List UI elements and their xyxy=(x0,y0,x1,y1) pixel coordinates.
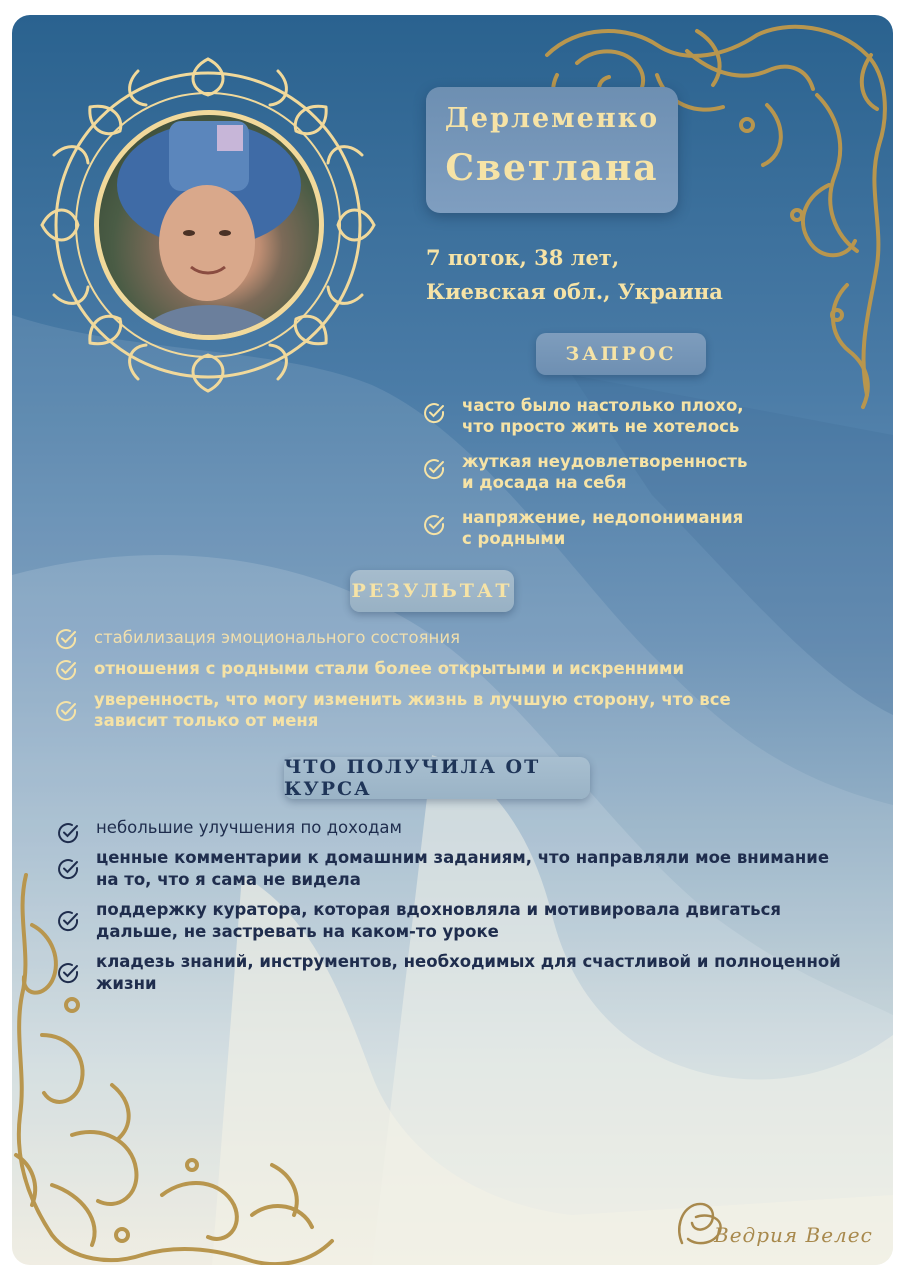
request-list xyxy=(422,395,842,563)
portrait-photo xyxy=(94,110,324,340)
name-plaque xyxy=(426,87,678,213)
list-item xyxy=(56,899,856,943)
list-item xyxy=(56,847,856,891)
result-item-1: стабилизация эмоционального состояния xyxy=(94,628,460,647)
result-item-2: отношения с родными стали более открытыми и искренними xyxy=(94,659,685,678)
check-circle-icon xyxy=(56,909,80,933)
info-location: Киевская обл., Украина xyxy=(426,279,723,304)
got-item-2: ценные комментарии к домашним заданиям, что направляли мое внимание на то, что я сама не видела xyxy=(96,848,830,889)
request-item-1: часто было настолько плохо, что просто жить не хотелось xyxy=(462,396,744,436)
check-circle-icon xyxy=(422,401,446,425)
check-circle-icon xyxy=(56,961,80,985)
result-item-3: уверенность, что могу изменить жизнь в лучшую сторону, что все зависит только от меня xyxy=(94,690,731,730)
check-circle-icon xyxy=(56,857,80,881)
got-list xyxy=(56,817,856,1003)
list-item xyxy=(54,658,814,679)
check-circle-icon xyxy=(422,513,446,537)
list-item xyxy=(56,817,856,839)
list-item xyxy=(54,689,814,731)
request-item-3: напряжение, недопонимания с родными xyxy=(462,508,744,548)
check-circle-icon xyxy=(54,658,78,682)
brand-name: Ведрия Велес xyxy=(714,1223,873,1247)
section-title-got: ЧТО ПОЛУЧИЛА ОТ КУРСА xyxy=(284,757,590,799)
list-item xyxy=(56,951,856,995)
list-item xyxy=(422,451,842,493)
list-item xyxy=(422,507,842,549)
result-list xyxy=(54,627,814,741)
brand-signature xyxy=(672,1193,882,1253)
got-item-1: небольшие улучшения по доходам xyxy=(96,818,402,837)
list-item xyxy=(422,395,842,437)
list-item xyxy=(54,627,814,648)
check-circle-icon xyxy=(54,699,78,723)
got-item-3: поддержку куратора, которая вдохновляла и мотивировала двигаться дальше, не застревать на каком-то уроке xyxy=(96,900,781,941)
check-circle-icon xyxy=(54,627,78,651)
first-name: Светлана xyxy=(445,147,659,189)
section-title-result: РЕЗУЛЬТАТ xyxy=(350,570,514,612)
surname: Дерлеменко xyxy=(444,103,660,134)
request-item-2: жуткая неудовлетворенность и досада на себя xyxy=(462,452,748,492)
got-item-4: кладезь знаний, инструментов, необходимых для счастливой и полноценной жизни xyxy=(96,952,841,993)
check-circle-icon xyxy=(56,821,80,845)
section-title-request: ЗАПРОС xyxy=(536,333,706,375)
participant-info xyxy=(426,241,723,309)
info-stream-age: 7 поток, 38 лет, xyxy=(426,245,620,270)
check-circle-icon xyxy=(422,457,446,481)
testimonial-card xyxy=(12,15,893,1265)
